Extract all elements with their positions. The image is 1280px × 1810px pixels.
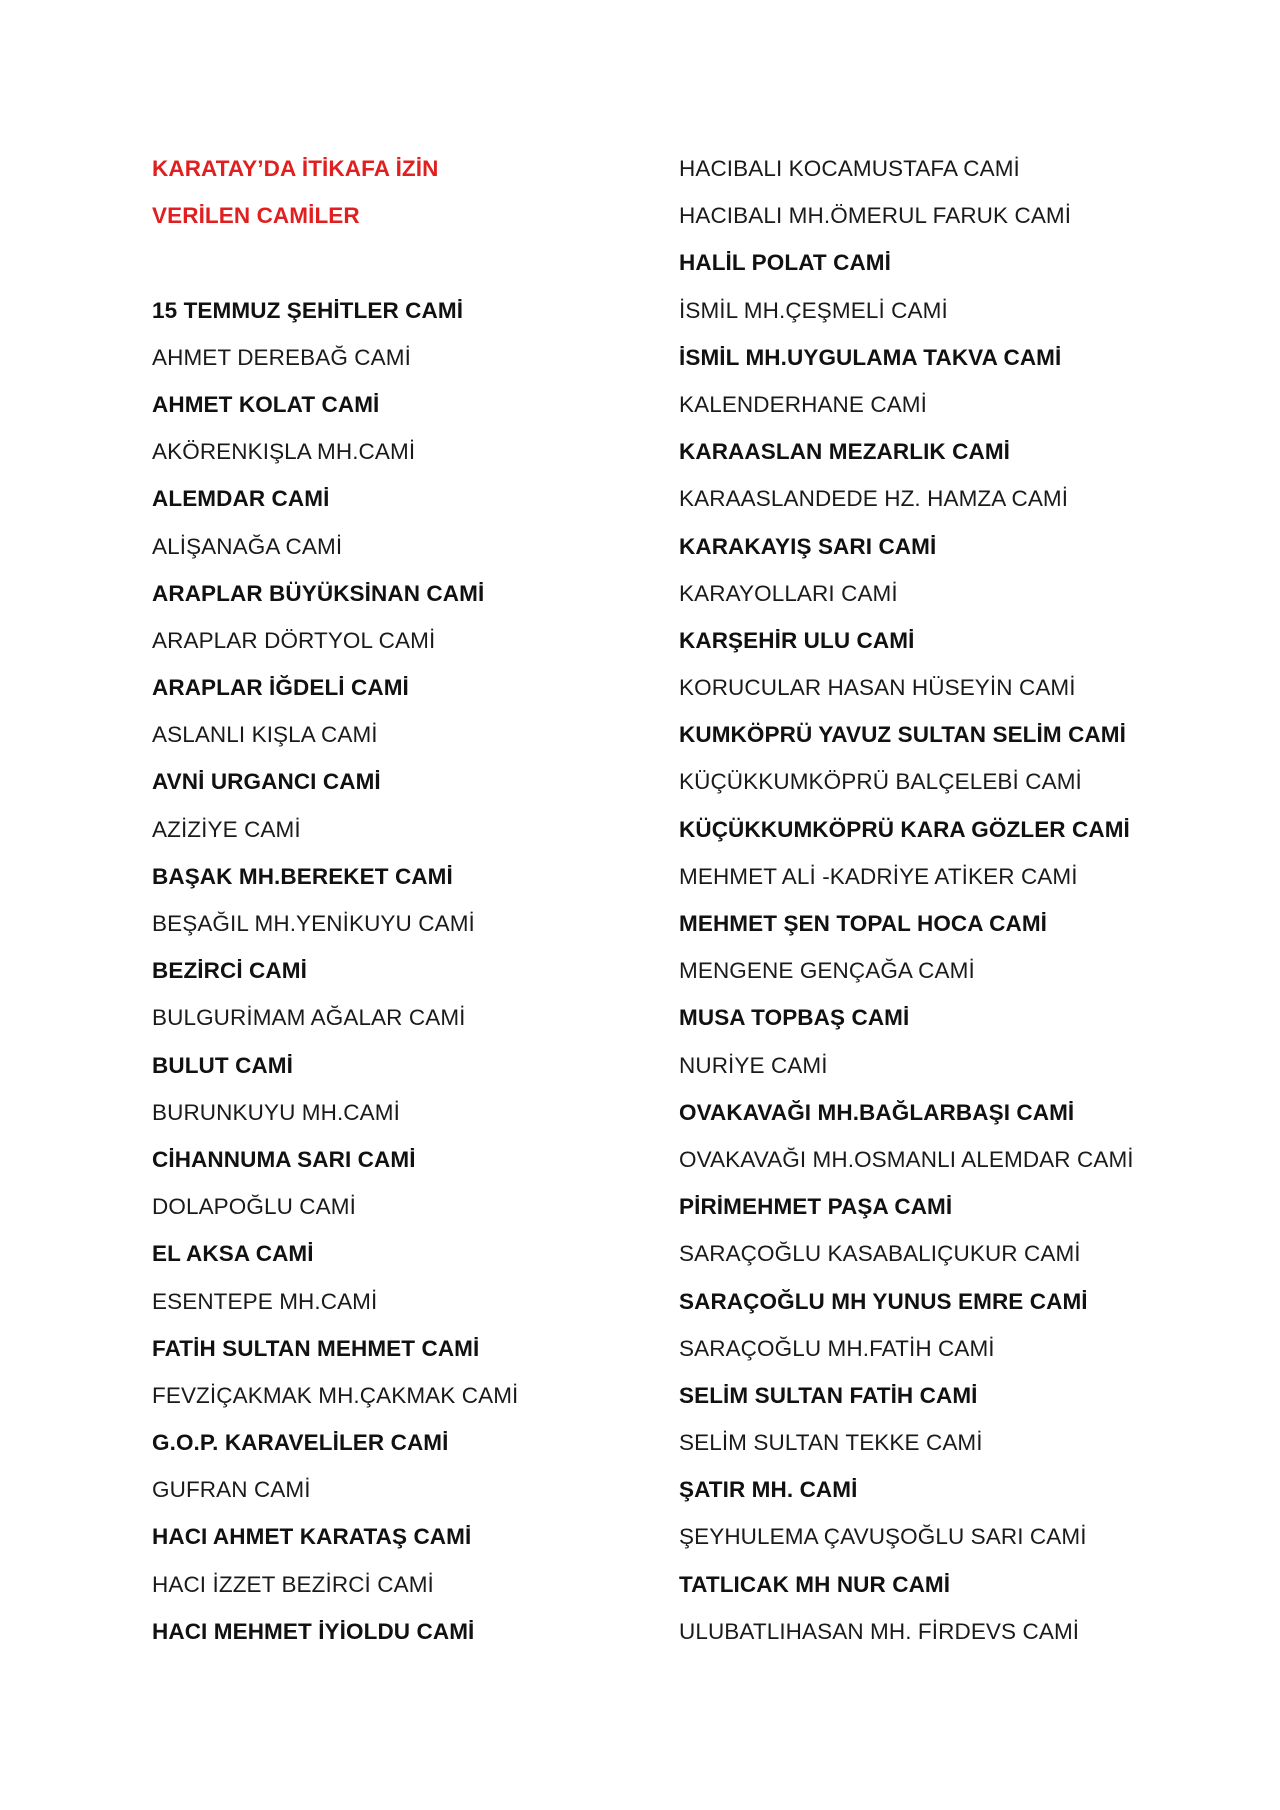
mosque-list-item: G.O.P. KARAVELİLER CAMİ	[152, 1430, 449, 1456]
mosque-list-item: PİRİMEHMET PAŞA CAMİ	[679, 1194, 953, 1220]
mosque-list-item: HACI MEHMET İYİOLDU CAMİ	[152, 1618, 475, 1644]
mosque-list-item: ARAPLAR DÖRTYOL CAMİ	[152, 627, 436, 653]
mosque-list-item: ŞATIR MH. CAMİ	[679, 1477, 858, 1503]
mosque-list-item: FEVZİÇAKMAK MH.ÇAKMAK CAMİ	[152, 1382, 519, 1408]
mosque-list-item: DOLAPOĞLU CAMİ	[152, 1194, 356, 1220]
mosque-list-item: İSMİL MH.ÇEŞMELİ CAMİ	[679, 297, 948, 323]
mosque-list-item: SELİM SULTAN TEKKE CAMİ	[679, 1430, 983, 1456]
mosque-list-item: ESENTEPE MH.CAMİ	[152, 1288, 378, 1314]
mosque-list-item: SARAÇOĞLU MH.FATİH CAMİ	[679, 1335, 995, 1361]
left-column	[152, 152, 652, 1662]
mosque-list-item: BAŞAK MH.BEREKET CAMİ	[152, 863, 453, 889]
right-column	[679, 152, 1239, 1662]
title-line-1: KARATAY’DA İTİKAFA İZİN	[152, 156, 439, 181]
mosque-list-item: HACI İZZET BEZİRCİ CAMİ	[152, 1571, 434, 1597]
mosque-list-item: İSMİL MH.UYGULAMA TAKVA CAMİ	[679, 344, 1062, 370]
mosque-list-item: ALİŞANAĞA CAMİ	[152, 533, 343, 559]
mosque-list-item: ASLANLI KIŞLA CAMİ	[152, 722, 378, 748]
mosque-list-item: KORUCULAR HASAN HÜSEYİN CAMİ	[679, 675, 1076, 701]
mosque-list-item: AHMET DEREBAĞ CAMİ	[152, 344, 411, 370]
mosque-list-item: KARAYOLLARI CAMİ	[679, 580, 898, 606]
mosque-list-item: KALENDERHANE CAMİ	[679, 391, 928, 417]
mosque-list-item: KARAKAYIŞ SARI CAMİ	[679, 533, 937, 559]
mosque-list-item: AKÖRENKIŞLA MH.CAMİ	[152, 439, 416, 465]
mosque-list-item: ALEMDAR CAMİ	[152, 486, 330, 512]
mosque-list-item: BULUT CAMİ	[152, 1052, 293, 1078]
mosque-list-item: SARAÇOĞLU KASABALIÇUKUR CAMİ	[679, 1241, 1081, 1267]
mosque-list-item: KARAASLANDEDE HZ. HAMZA CAMİ	[679, 486, 1069, 512]
mosque-list-item: AHMET KOLAT CAMİ	[152, 391, 380, 417]
mosque-list-item: BEZİRCİ CAMİ	[152, 958, 307, 984]
mosque-list-item: HALİL POLAT CAMİ	[679, 250, 891, 276]
mosque-list-item: SARAÇOĞLU MH YUNUS EMRE CAMİ	[679, 1288, 1088, 1314]
mosque-list-item: OVAKAVAĞI MH.OSMANLI ALEMDAR CAMİ	[679, 1146, 1134, 1172]
mosque-list-item: BURUNKUYU MH.CAMİ	[152, 1099, 400, 1125]
mosque-list-item: KUMKÖPRÜ YAVUZ SULTAN SELİM CAMİ	[679, 722, 1126, 748]
mosque-list-item: OVAKAVAĞI MH.BAĞLARBAŞI CAMİ	[679, 1099, 1075, 1125]
mosque-list-item: ARAPLAR BÜYÜKSİNAN CAMİ	[152, 580, 485, 606]
mosque-list-item: KARAASLAN MEZARLIK CAMİ	[679, 439, 1011, 465]
mosque-list-item: GUFRAN CAMİ	[152, 1477, 311, 1503]
mosque-list-item: AZİZİYE CAMİ	[152, 816, 301, 842]
mosque-list-item: BEŞAĞIL MH.YENİKUYU CAMİ	[152, 911, 475, 936]
mosque-list-item: MEHMET ALİ -KADRİYE ATİKER CAMİ	[679, 863, 1078, 889]
mosque-list-item: HACIBALI MH.ÖMERUL FARUK CAMİ	[679, 203, 1072, 229]
title-spacer	[152, 246, 652, 293]
mosque-list-item: 15 TEMMUZ ŞEHİTLER CAMİ	[152, 297, 464, 323]
mosque-list-item: KÜÇÜKKUMKÖPRÜ BALÇELEBİ CAMİ	[679, 769, 1082, 795]
mosque-list-item: SELİM SULTAN FATİH CAMİ	[679, 1382, 978, 1408]
title-line-2: VERİLEN CAMİLER	[152, 203, 360, 229]
mosque-list-item: EL AKSA CAMİ	[152, 1241, 314, 1267]
mosque-list-item: AVNİ URGANCI CAMİ	[152, 769, 381, 795]
mosque-list-item: HACI AHMET KARATAŞ CAMİ	[152, 1524, 472, 1550]
mosque-list-item: HACIBALI KOCAMUSTAFA CAMİ	[679, 156, 1020, 181]
mosque-list-item: ŞEYHULEMA ÇAVUŞOĞLU SARI CAMİ	[679, 1524, 1087, 1550]
mosque-list-item: ULUBATLIHASAN MH. FİRDEVS CAMİ	[679, 1618, 1080, 1644]
mosque-list-item: NURİYE CAMİ	[679, 1052, 828, 1078]
mosque-list-item: KÜÇÜKKUMKÖPRÜ KARA GÖZLER CAMİ	[679, 816, 1130, 842]
mosque-list-item: MEHMET ŞEN TOPAL HOCA CAMİ	[679, 911, 1048, 936]
mosque-list-item: TATLICAK MH NUR CAMİ	[679, 1571, 951, 1597]
mosque-list-item: FATİH SULTAN MEHMET CAMİ	[152, 1335, 480, 1361]
mosque-list-item: MUSA TOPBAŞ CAMİ	[679, 1005, 910, 1031]
mosque-list-item: BULGURİMAM AĞALAR CAMİ	[152, 1005, 466, 1031]
mosque-list-item: CİHANNUMA SARI CAMİ	[152, 1146, 416, 1172]
mosque-list-item: ARAPLAR İĞDELİ CAMİ	[152, 675, 409, 701]
mosque-list-item: KARŞEHİR ULU CAMİ	[679, 627, 915, 653]
mosque-list-item: MENGENE GENÇAĞA CAMİ	[679, 958, 975, 984]
